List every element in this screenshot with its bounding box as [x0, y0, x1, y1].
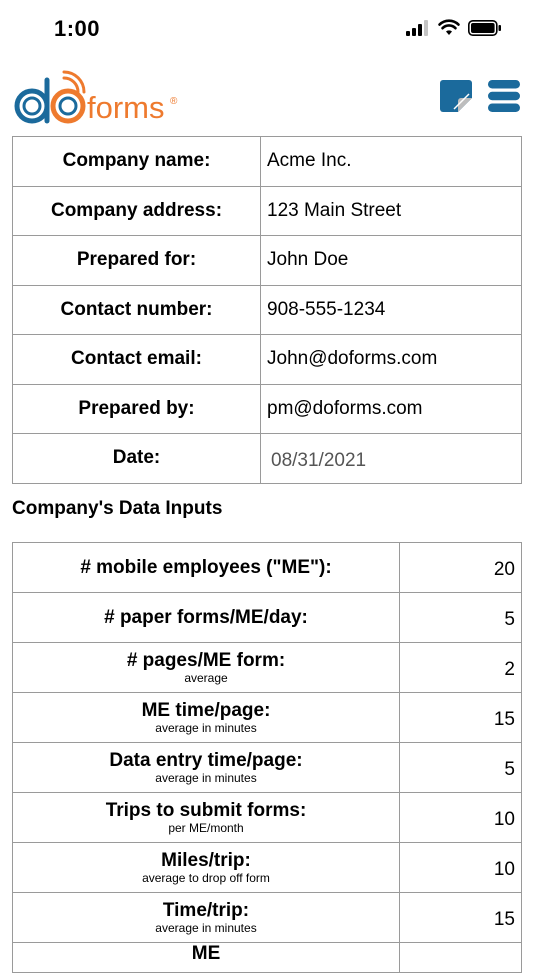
trips-to-submit-sublabel: per ME/month: [168, 821, 244, 835]
pages-per-form-label: # pages/ME form: average: [13, 643, 400, 693]
status-time: 1:00: [54, 16, 101, 41]
table-row: [13, 743, 522, 793]
table-row: [13, 843, 522, 893]
wifi-icon: [438, 20, 460, 36]
status-bar: [0, 0, 534, 60]
data-inputs-table: [12, 542, 522, 973]
paper-forms-label: # paper forms/ME/day:: [13, 593, 400, 643]
paper-forms-value[interactable]: 5: [400, 593, 522, 643]
contact-email-value[interactable]: John@doforms.com: [261, 335, 522, 385]
data-entry-time-value[interactable]: 5: [400, 743, 522, 793]
cellular-signal-icon: [406, 20, 430, 36]
table-row: [13, 943, 522, 973]
company-name-label: Company name:: [13, 137, 261, 187]
date-label: Date:: [13, 434, 261, 484]
contact-email-label: Contact email:: [13, 335, 261, 385]
company-address-value[interactable]: 123 Main Street: [261, 186, 522, 236]
table-row: [13, 543, 522, 593]
prepared-by-label: Prepared by:: [13, 384, 261, 434]
table-row: [13, 285, 522, 335]
me-time-per-page-value[interactable]: 15: [400, 693, 522, 743]
prepared-for-label: Prepared for:: [13, 236, 261, 286]
table-row: [13, 434, 522, 484]
table-row: [13, 893, 522, 943]
trips-to-submit-value[interactable]: 10: [400, 793, 522, 843]
battery-icon: [468, 20, 502, 36]
company-name-value[interactable]: Acme Inc.: [261, 137, 522, 187]
miles-per-trip-value[interactable]: 10: [400, 843, 522, 893]
prepared-for-value[interactable]: John Doe: [261, 236, 522, 286]
table-row: [13, 643, 522, 693]
me-time-per-page-label: ME time/page: average in minutes: [13, 693, 400, 743]
prepared-by-value[interactable]: pm@doforms.com: [261, 384, 522, 434]
miles-per-trip-label: Miles/trip: average to drop off form: [13, 843, 400, 893]
time-per-trip-sublabel: average in minutes: [155, 921, 257, 935]
me-partial-label: ME: [13, 943, 400, 973]
table-row: [13, 384, 522, 434]
app-header: [0, 60, 534, 136]
trips-to-submit-label: Trips to submit forms: per ME/month: [13, 793, 400, 843]
logo-registered-mark: ®: [170, 96, 178, 107]
header-actions: [440, 80, 520, 112]
mobile-employees-label: # mobile employees ("ME"):: [13, 543, 400, 593]
me-partial-value[interactable]: [400, 943, 522, 973]
hamburger-menu-icon[interactable]: [488, 80, 520, 112]
table-row: [13, 236, 522, 286]
me-time-per-page-sublabel: average in minutes: [155, 721, 257, 735]
miles-per-trip-sublabel: average to drop off form: [142, 871, 270, 885]
table-row: [13, 593, 522, 643]
company-address-label: Company address:: [13, 186, 261, 236]
doforms-logo: [12, 68, 182, 131]
pages-per-form-sublabel: average: [184, 671, 228, 685]
data-entry-time-label: Data entry time/page: average in minutes: [13, 743, 400, 793]
table-row: [13, 137, 522, 187]
pages-per-form-value[interactable]: 2: [400, 643, 522, 693]
data-entry-time-sublabel: average in minutes: [155, 771, 257, 785]
table-row: [13, 693, 522, 743]
contact-number-label: Contact number:: [13, 285, 261, 335]
table-row: [13, 186, 522, 236]
status-icons: [406, 20, 502, 36]
table-row: [13, 335, 522, 385]
contact-number-value[interactable]: 908-555-1234: [261, 285, 522, 335]
date-value[interactable]: 08/31/2021: [261, 434, 522, 484]
time-per-trip-label: Time/trip: average in minutes: [13, 893, 400, 943]
time-per-trip-value[interactable]: 15: [400, 893, 522, 943]
section-title: Company's Data Inputs: [12, 498, 223, 519]
table-row: [13, 793, 522, 843]
company-info-table: [12, 136, 522, 484]
logo-forms-text: forms: [87, 90, 165, 125]
sticky-note-icon[interactable]: [440, 80, 472, 112]
mobile-employees-value[interactable]: 20: [400, 543, 522, 593]
